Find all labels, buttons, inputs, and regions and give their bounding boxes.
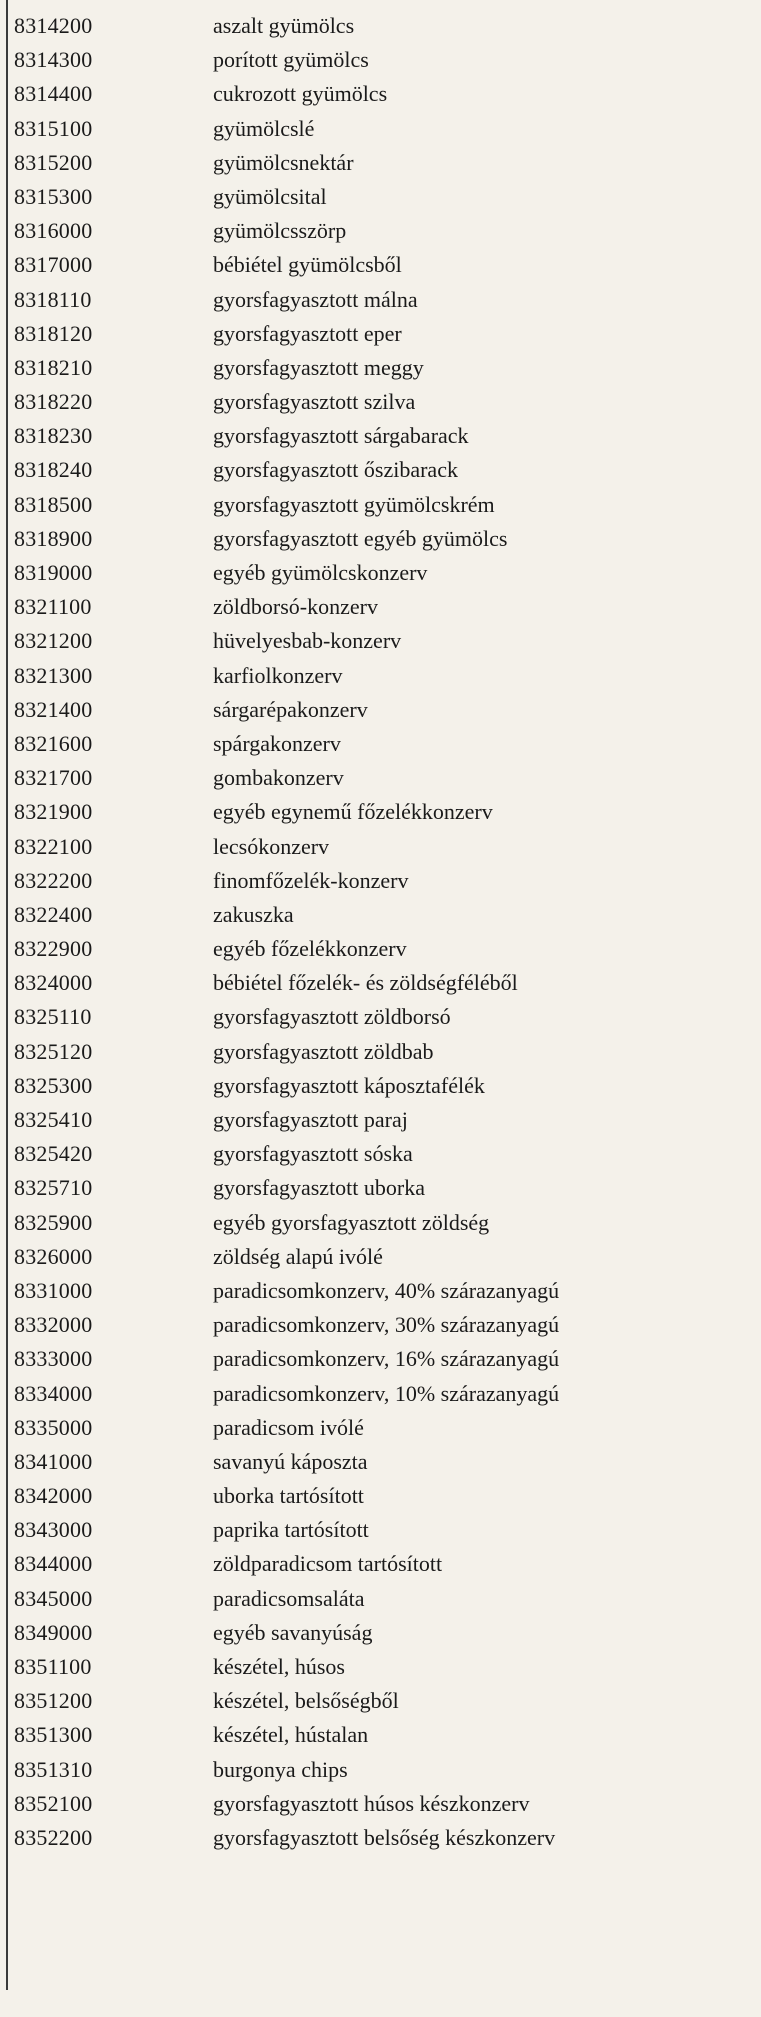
item-code: 8351100 xyxy=(14,1654,92,1679)
item-code: 8342000 xyxy=(14,1483,93,1509)
list-item xyxy=(0,1411,761,1445)
item-name: savanyú káposzta xyxy=(213,1448,368,1474)
item-code: 8318220 xyxy=(14,389,93,415)
item-name: paradicsomkonzerv, 30% szárazanyagú xyxy=(213,1312,560,1338)
list-item xyxy=(0,1069,761,1103)
list-item xyxy=(0,1308,761,1342)
item-code: 8321900 xyxy=(14,799,93,825)
item-code: 8322900 xyxy=(14,936,93,962)
item-name: paradicsomkonzerv, 16% szárazanyagú xyxy=(213,1346,560,1372)
code-list xyxy=(0,9,761,1855)
item-name: porított gyümölcs xyxy=(213,47,369,73)
list-item xyxy=(0,214,761,248)
item-code: 8345000 xyxy=(14,1585,93,1611)
item-code: 8314300 xyxy=(14,47,93,73)
item-code: 8334000 xyxy=(14,1380,93,1406)
list-item xyxy=(0,1377,761,1411)
list-item xyxy=(0,864,761,898)
item-code: 8321600 xyxy=(14,730,93,756)
list-item xyxy=(0,1821,761,1855)
item-name: gyorsfagyasztott egyéb gyümölcs xyxy=(213,525,508,551)
item-name: gyümölcslé xyxy=(213,115,315,141)
item-name: gyorsfagyasztott sárgabarack xyxy=(213,423,469,449)
item-code: 8325900 xyxy=(14,1209,93,1235)
item-code: 8321400 xyxy=(14,696,93,722)
item-name: gyümölcsnektár xyxy=(213,149,354,175)
list-item xyxy=(0,1718,761,1752)
list-item xyxy=(0,43,761,77)
item-code: 8315200 xyxy=(14,149,93,175)
item-name: uborka tartósított xyxy=(213,1483,364,1509)
list-item xyxy=(0,693,761,727)
list-item xyxy=(0,624,761,658)
list-item xyxy=(0,1582,761,1616)
item-code: 8325110 xyxy=(14,1004,92,1030)
item-name: cukrozott gyümölcs xyxy=(213,81,388,107)
list-item xyxy=(0,9,761,43)
item-name: paradicsomkonzerv, 10% szárazanyagú xyxy=(213,1380,560,1406)
list-item xyxy=(0,1171,761,1205)
item-code: 8314400 xyxy=(14,81,93,107)
item-name: gyümölcsszörp xyxy=(213,218,347,244)
item-code: 8318500 xyxy=(14,491,93,517)
list-item xyxy=(0,248,761,282)
list-item xyxy=(0,966,761,1000)
item-code: 8325420 xyxy=(14,1141,93,1167)
item-code: 8333000 xyxy=(14,1346,93,1372)
item-code: 8319000 xyxy=(14,560,93,585)
item-code: 8322400 xyxy=(14,901,93,927)
item-name: zöldparadicsom tartósított xyxy=(213,1551,443,1577)
item-name: gyorsfagyasztott őszibarack xyxy=(213,457,458,483)
list-item xyxy=(0,727,761,761)
item-code: 8331000 xyxy=(14,1277,93,1303)
item-name: paradicsomsaláta xyxy=(213,1585,365,1611)
item-code: 8343000 xyxy=(14,1517,93,1543)
item-name: aszalt gyümölcs xyxy=(213,13,355,38)
list-item xyxy=(0,590,761,624)
list-item xyxy=(0,898,761,932)
item-code: 8321700 xyxy=(14,765,93,791)
item-name: finomfőzelék-konzerv xyxy=(213,867,409,893)
list-item xyxy=(0,1547,761,1581)
item-code: 8349000 xyxy=(14,1619,93,1645)
item-name: gyorsfagyasztott eper xyxy=(213,320,402,346)
item-code: 8351310 xyxy=(14,1756,93,1782)
list-item xyxy=(0,1137,761,1171)
item-name: zakuszka xyxy=(213,901,294,927)
item-code: 8318210 xyxy=(14,354,93,380)
item-name: készétel, húsos xyxy=(213,1654,345,1679)
item-code: 8335000 xyxy=(14,1414,93,1440)
item-code: 8352200 xyxy=(14,1824,93,1850)
list-item xyxy=(0,556,761,590)
list-item xyxy=(0,1035,761,1069)
list-item xyxy=(0,77,761,111)
item-name: gyümölcsital xyxy=(213,183,327,209)
item-code: 8352100 xyxy=(14,1790,93,1816)
list-item xyxy=(0,283,761,317)
item-name: gyorsfagyasztott málna xyxy=(213,286,418,312)
list-item xyxy=(0,146,761,180)
list-item xyxy=(0,488,761,522)
item-name: gombakonzerv xyxy=(213,765,344,791)
item-code: 8318900 xyxy=(14,525,93,551)
item-code: 8318120 xyxy=(14,320,93,346)
item-name: egyéb gyümölcskonzerv xyxy=(213,560,428,585)
list-item xyxy=(0,659,761,693)
list-item xyxy=(0,522,761,556)
item-name: spárgakonzerv xyxy=(213,730,341,756)
item-name: gyorsfagyasztott káposztafélék xyxy=(213,1072,485,1098)
item-code: 8326000 xyxy=(14,1243,93,1269)
item-code: 8325410 xyxy=(14,1107,93,1132)
list-item xyxy=(0,830,761,864)
item-name: sárgarépakonzerv xyxy=(213,696,368,722)
list-item xyxy=(0,1650,761,1684)
item-name: gyorsfagyasztott zöldborsó xyxy=(213,1004,451,1030)
item-name: gyorsfagyasztott sóska xyxy=(213,1141,413,1167)
item-name: gyorsfagyasztott belsőség készkonzerv xyxy=(213,1824,556,1850)
item-name: egyéb savanyúság xyxy=(213,1619,373,1645)
item-name: gyorsfagyasztott meggy xyxy=(213,354,424,380)
item-name: gyorsfagyasztott paraj xyxy=(213,1107,408,1132)
item-name: paradicsom ivólé xyxy=(213,1414,364,1440)
list-item xyxy=(0,453,761,487)
item-code: 8318110 xyxy=(14,286,92,312)
item-code: 8325120 xyxy=(14,1038,93,1064)
item-code: 8321200 xyxy=(14,628,93,654)
item-name: egyéb egynemű főzelékkonzerv xyxy=(213,799,493,825)
list-item xyxy=(0,1103,761,1137)
item-name: paprika tartósított xyxy=(213,1517,369,1543)
item-name: bébiétel főzelék- és zöldségféléből xyxy=(213,970,518,996)
item-name: gyorsfagyasztott zöldbab xyxy=(213,1038,434,1064)
list-item xyxy=(0,932,761,966)
list-item xyxy=(0,180,761,214)
item-code: 8341000 xyxy=(14,1448,93,1474)
item-name: burgonya chips xyxy=(213,1756,348,1782)
list-item xyxy=(0,1206,761,1240)
list-item xyxy=(0,1274,761,1308)
list-item xyxy=(0,317,761,351)
item-name: hüvelyesbab-konzerv xyxy=(213,628,402,654)
list-item xyxy=(0,385,761,419)
item-name: gyorsfagyasztott gyümölcskrém xyxy=(213,491,495,517)
list-item xyxy=(0,1787,761,1821)
list-item xyxy=(0,1479,761,1513)
item-name: zöldség alapú ivólé xyxy=(213,1243,383,1269)
list-item xyxy=(0,1753,761,1787)
item-name: gyorsfagyasztott uborka xyxy=(213,1175,425,1201)
item-code: 8315300 xyxy=(14,183,93,209)
item-name: egyéb főzelékkonzerv xyxy=(213,936,407,962)
item-code: 8317000 xyxy=(14,252,93,278)
item-name: paradicsomkonzerv, 40% szárazanyagú xyxy=(213,1277,560,1303)
item-name: gyorsfagyasztott húsos készkonzerv xyxy=(213,1790,530,1816)
item-code: 8344000 xyxy=(14,1551,93,1577)
item-name: zöldborsó-konzerv xyxy=(213,594,378,620)
item-code: 8321100 xyxy=(14,594,92,620)
list-item xyxy=(0,761,761,795)
list-item xyxy=(0,795,761,829)
item-code: 8318240 xyxy=(14,457,93,483)
item-code: 8316000 xyxy=(14,218,93,244)
list-item xyxy=(0,419,761,453)
item-code: 8325300 xyxy=(14,1072,93,1098)
item-name: bébiétel gyümölcsből xyxy=(213,252,402,278)
item-code: 8324000 xyxy=(14,970,93,996)
list-item xyxy=(0,351,761,385)
list-item xyxy=(0,1513,761,1547)
item-code: 8322200 xyxy=(14,867,93,893)
list-item xyxy=(0,1445,761,1479)
list-item xyxy=(0,112,761,146)
item-code: 8351200 xyxy=(14,1688,93,1714)
item-code: 8322100 xyxy=(14,833,93,859)
list-item xyxy=(0,1342,761,1376)
item-name: készétel, hústalan xyxy=(213,1722,369,1748)
item-code: 8325710 xyxy=(14,1175,93,1201)
list-item xyxy=(0,1240,761,1274)
item-code: 8318230 xyxy=(14,423,93,449)
item-name: gyorsfagyasztott szilva xyxy=(213,389,416,415)
item-name: karfiolkonzerv xyxy=(213,662,343,688)
item-name: egyéb gyorsfagyasztott zöldség xyxy=(213,1209,490,1235)
item-code: 8321300 xyxy=(14,662,93,688)
list-item xyxy=(0,1000,761,1034)
list-item xyxy=(0,1684,761,1718)
item-code: 8314200 xyxy=(14,13,93,38)
item-code: 8332000 xyxy=(14,1312,93,1338)
list-item xyxy=(0,1616,761,1650)
item-code: 8315100 xyxy=(14,115,93,141)
item-name: készétel, belsőségből xyxy=(213,1688,399,1714)
item-code: 8351300 xyxy=(14,1722,93,1748)
item-name: lecsókonzerv xyxy=(213,833,330,859)
